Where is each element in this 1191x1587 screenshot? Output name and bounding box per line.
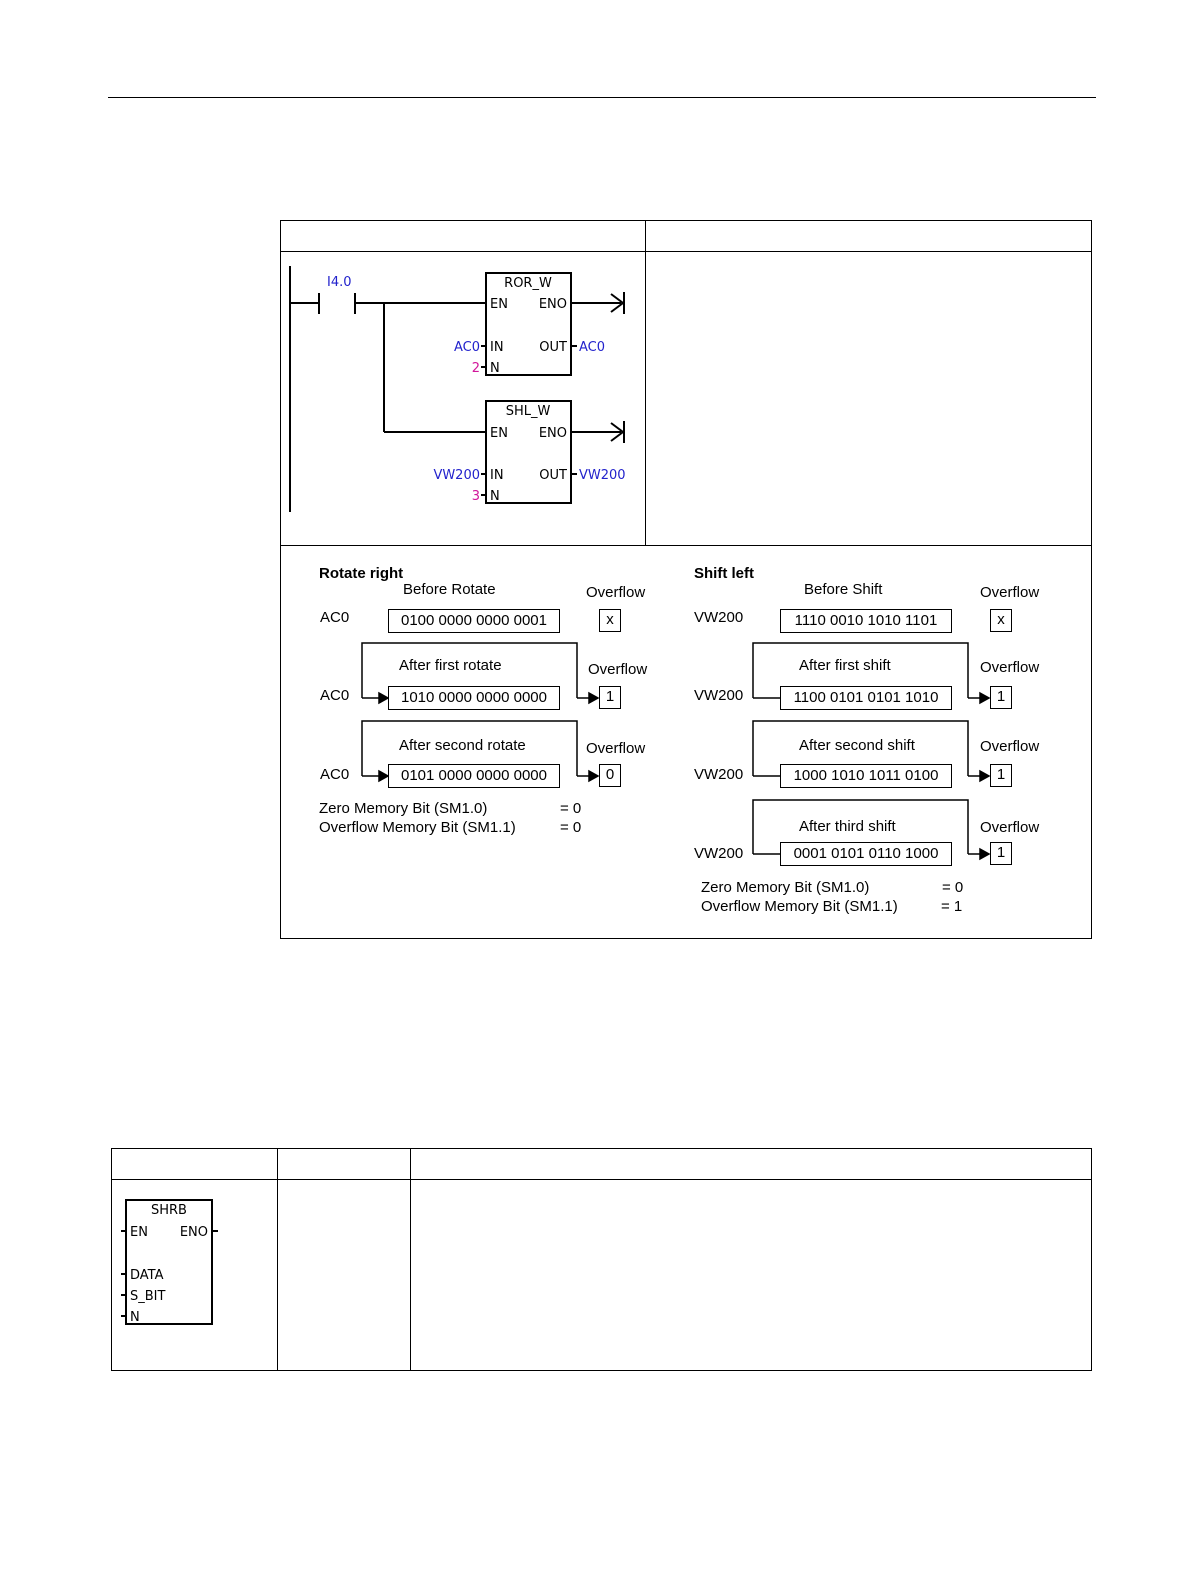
shrb-table	[111, 1148, 1092, 1371]
ror-in-pin: IN	[490, 340, 504, 355]
rotate-step-1-overflow: 1	[599, 686, 621, 709]
shift-before-overflow: x	[990, 609, 1012, 632]
rotate-zero-bit-value: = 0	[560, 800, 582, 817]
shift-step-2-label: After second shift	[799, 737, 915, 754]
header-rule	[108, 97, 1096, 98]
rotate-step-1-overflow-label: Overflow	[588, 661, 648, 678]
shift-step-3-label: After third shift	[799, 818, 896, 835]
rotate-step-2-overflow: 0	[599, 764, 621, 787]
shift-step-1-label: After first shift	[799, 657, 891, 674]
shift-step-1-overflow-label: Overflow	[980, 659, 1040, 676]
shl-eno-pin: ENO	[538, 426, 567, 441]
shl-in-operand: VW200	[433, 468, 480, 483]
shift-step-2-value: 1000 1010 1011 0100	[780, 764, 952, 788]
shift-zero-bit-value: = 0	[942, 879, 964, 896]
ror-n-pin: N	[490, 361, 500, 376]
contact-label: I4.0	[327, 275, 352, 290]
shift-step-3-overflow: 1	[990, 842, 1012, 865]
shift-title: Shift left	[694, 565, 754, 582]
rotate-overflow-bit-value: = 0	[560, 819, 582, 836]
ror-out-pin: OUT	[539, 340, 567, 355]
rotate-step-1-value: 1010 0000 0000 0000	[388, 686, 560, 710]
ror-en-pin: EN	[490, 297, 508, 312]
rotate-step-1-label: After first rotate	[399, 657, 502, 674]
rotate-before-value: 0100 0000 0000 0001	[388, 609, 560, 633]
example-table	[280, 220, 1092, 939]
ror-w-title: ROR_W	[504, 276, 552, 291]
shift-step-3-overflow-label: Overflow	[980, 819, 1040, 836]
shrb-eno-pin: ENO	[179, 1225, 208, 1240]
rotate-step-1-register: AC0	[320, 687, 350, 704]
ror-in-operand: AC0	[453, 340, 480, 355]
shift-step-2-overflow-label: Overflow	[980, 738, 1040, 755]
shift-overflow-bit-label: Overflow Memory Bit (SM1.1)	[701, 898, 898, 915]
rotate-step-2-label: After second rotate	[399, 737, 526, 754]
shift-overflow-bit-value: = 1	[941, 898, 963, 915]
shl-out-pin: OUT	[539, 468, 567, 483]
shift-step-1-value: 1100 0101 0101 1010	[780, 686, 952, 710]
shl-n-operand: 3	[471, 489, 480, 504]
shl-en-pin: EN	[490, 426, 508, 441]
shrb-table-divider-1	[277, 1149, 278, 1370]
shift-step-1-register: VW200	[694, 687, 744, 704]
shift-register-label: VW200	[694, 609, 744, 626]
shl-in-pin: IN	[490, 468, 504, 483]
shift-step-2-overflow: 1	[990, 764, 1012, 787]
shl-w-title: SHL_W	[505, 404, 551, 419]
shl-n-pin: N	[490, 489, 500, 504]
shift-before-label: Before Shift	[804, 581, 883, 598]
shift-step-2-register: VW200	[694, 766, 744, 783]
rotate-title: Rotate right	[319, 565, 404, 582]
shift-zero-bit-label: Zero Memory Bit (SM1.0)	[701, 879, 870, 896]
rotate-step-2-overflow-label: Overflow	[586, 740, 646, 757]
rotate-step-2-register: AC0	[320, 766, 350, 783]
shrb-title: SHRB	[151, 1203, 187, 1218]
ror-n-operand: 2	[471, 361, 480, 376]
rotate-zero-bit-label: Zero Memory Bit (SM1.0)	[319, 800, 488, 817]
ror-out-operand: AC0	[579, 340, 606, 355]
shrb-data-pin: DATA	[130, 1268, 164, 1283]
shrb-en-pin: EN	[130, 1225, 148, 1240]
shl-out-operand: VW200	[579, 468, 626, 483]
shift-overflow-label: Overflow	[980, 584, 1040, 601]
rotate-before-overflow: x	[599, 609, 621, 632]
rotate-step-2-value: 0101 0000 0000 0000	[388, 764, 560, 788]
shift-step-1-overflow: 1	[990, 686, 1012, 709]
rotate-before-label: Before Rotate	[403, 581, 496, 598]
rotate-overflow-label: Overflow	[586, 584, 646, 601]
shift-before-value: 1110 0010 1010 1101	[780, 609, 952, 633]
ror-eno-pin: ENO	[538, 297, 567, 312]
shrb-block-diagram	[112, 1180, 277, 1330]
shrb-table-divider-2	[410, 1149, 411, 1370]
shrb-n-pin: N	[130, 1310, 140, 1325]
rotate-overflow-bit-label: Overflow Memory Bit (SM1.1)	[319, 819, 516, 836]
shift-step-3-value: 0001 0101 0110 1000	[780, 842, 952, 866]
rotate-register-label: AC0	[320, 609, 350, 626]
shrb-sbit-pin: S_BIT	[130, 1289, 166, 1304]
shift-step-3-register: VW200	[694, 845, 744, 862]
